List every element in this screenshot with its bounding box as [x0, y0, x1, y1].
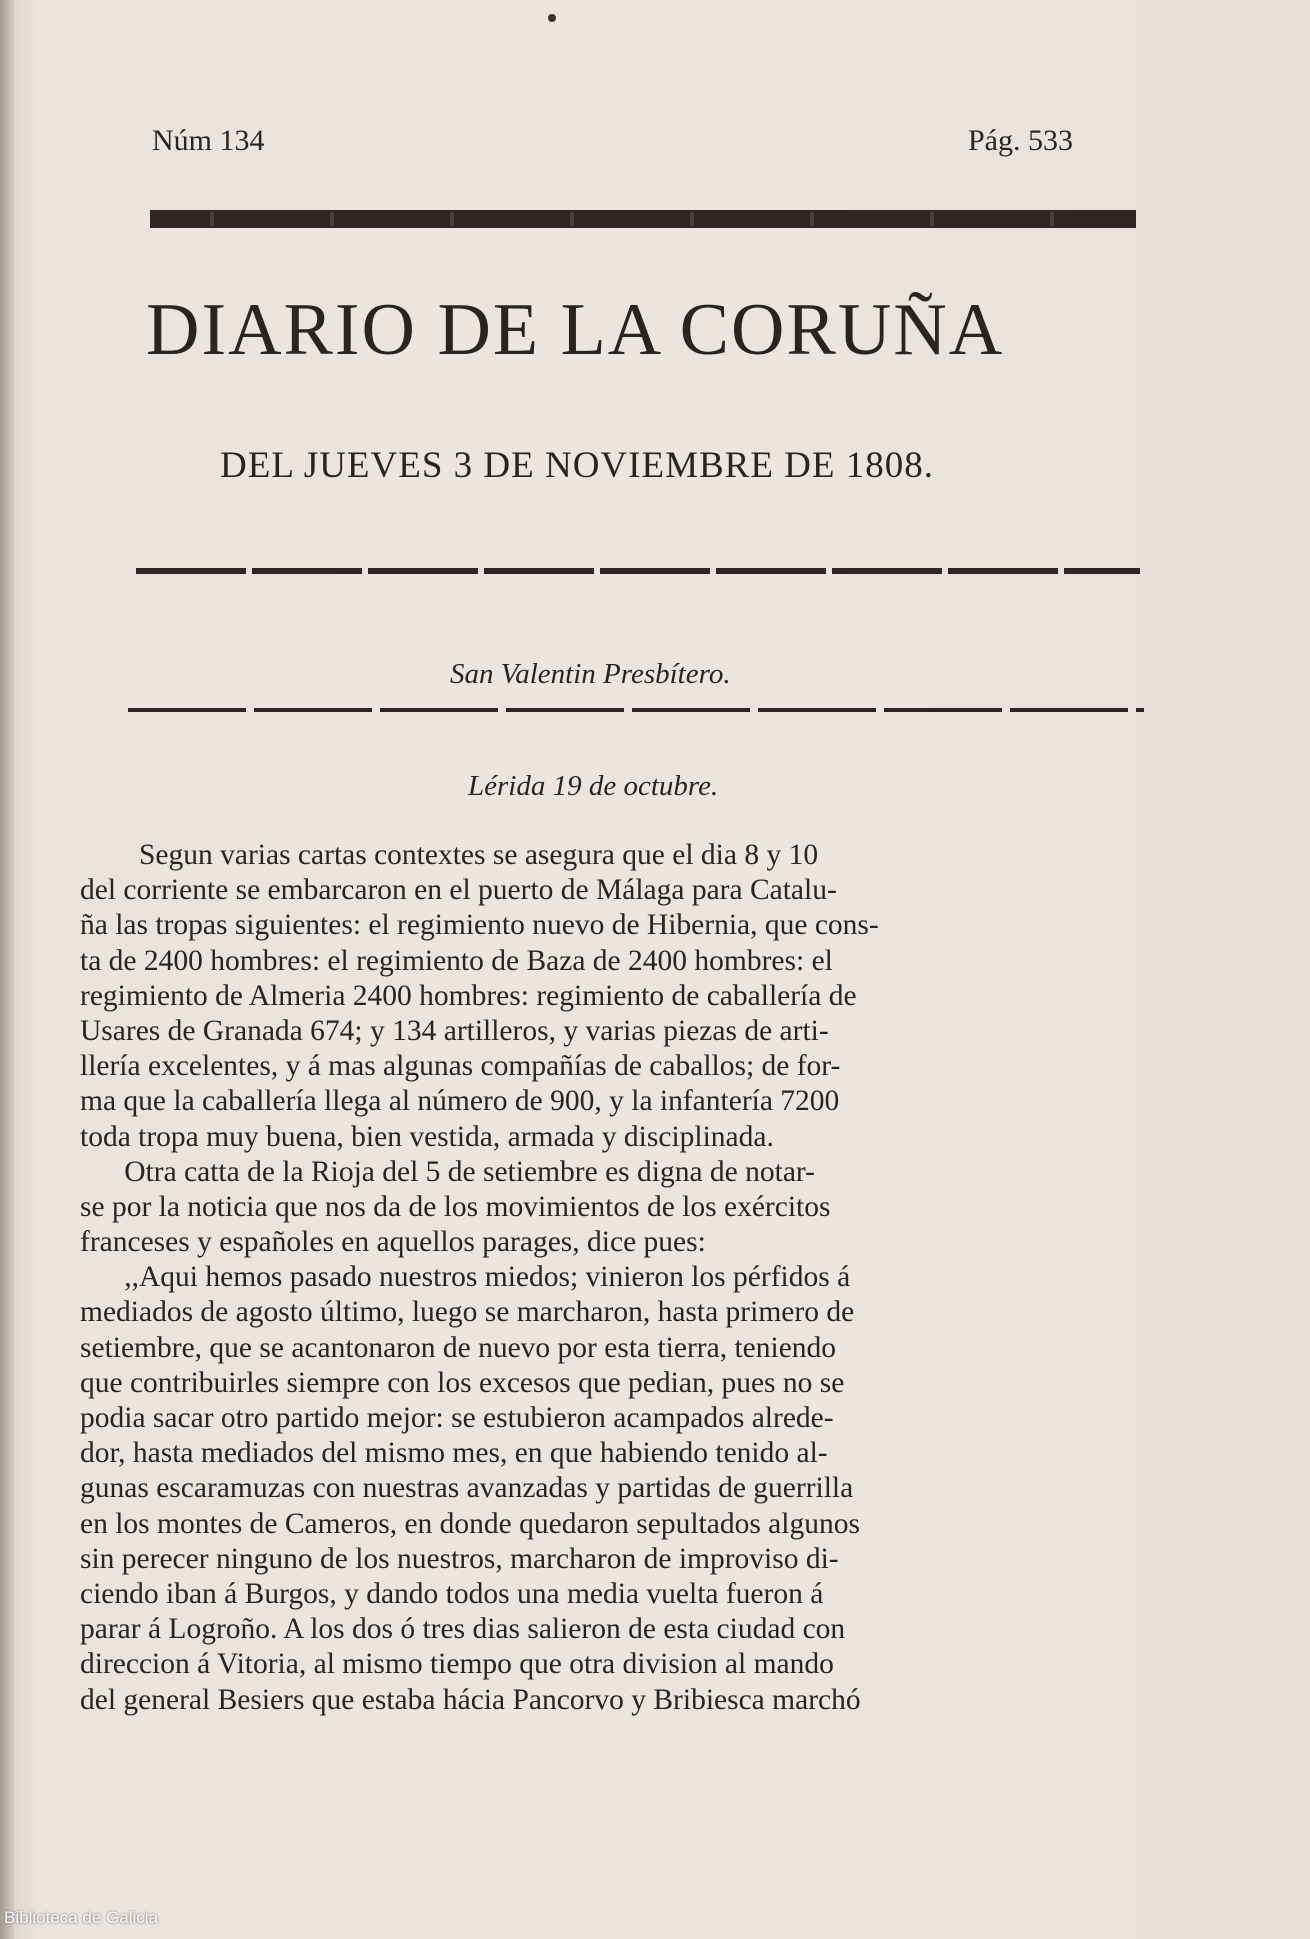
- article-line: sin perecer ninguno de los nuestros, marcharon de improviso di-: [80, 1542, 839, 1575]
- issue-number: Núm 134: [152, 124, 265, 157]
- article-line: setiembre, que se acantonaron de nuevo por esta tierra, teniendo: [80, 1331, 837, 1364]
- article-line: dor, hasta mediados del mismo mes, en que habiendo tenido al-: [80, 1437, 828, 1470]
- article-line: ,,Aqui hemos pasado nuestros miedos; vinieron los pérfidos á: [80, 1261, 851, 1294]
- masthead-title: DIARIO DE LA CORUÑA: [146, 289, 1005, 371]
- book-spine: [0, 0, 14, 1939]
- article-line: ta de 2400 hombres: el regimiento de Baza de 2400 hombres: el: [80, 944, 833, 977]
- article-line: ma que la caballería llega al número de 900, y la infantería 7200: [80, 1085, 840, 1118]
- article-body: [80, 838, 1160, 1718]
- article-line: direccion á Vitoria, al mismo tiempo que otra division al mando: [80, 1648, 834, 1681]
- article-line: se por la noticia que nos da de los movimientos de los exércitos: [80, 1190, 831, 1223]
- article-line: mediados de agosto último, luego se marcharon, hasta primero de: [80, 1296, 855, 1329]
- ink-dot: [548, 14, 556, 22]
- article-line: parar á Logroño. A los dos ó tres dias salieron de esta ciudad con: [80, 1613, 846, 1646]
- decorative-rule-top: [150, 210, 1136, 228]
- article-line: franceses y españoles en aquellos parages, dice pues:: [80, 1226, 706, 1259]
- page-number: Pág. 533: [968, 124, 1073, 157]
- article-line: Otra catta de la Rioja del 5 de setiembre es digna de notar-: [80, 1155, 815, 1188]
- article-line: llería excelentes, y á mas algunas compañías de caballos; de for-: [80, 1050, 841, 1083]
- divider-rule: [136, 568, 1140, 574]
- article-line: Usares de Granada 674; y 134 artilleros, y varias piezas de arti-: [80, 1014, 829, 1047]
- dispatch-place-date: Lérida 19 de octubre.: [468, 770, 719, 802]
- article-line: ciendo iban á Burgos, y dando todos una media vuelta fueron á: [80, 1577, 824, 1610]
- article-line: ña las tropas siguientes: el regimiento nuevo de Hibernia, que cons-: [80, 909, 879, 942]
- library-watermark: Biblioteca de Galicia: [4, 1908, 159, 1927]
- article-line: toda tropa muy buena, bien vestida, armada y disciplinada.: [80, 1120, 774, 1153]
- divider-rule-small: [128, 708, 1144, 712]
- article-line: que contribuirles siempre con los excesos que pedian, pues no se: [80, 1366, 845, 1399]
- issue-dateline: DEL JUEVES 3 DE NOVIEMBRE DE 1808.: [220, 445, 935, 486]
- article-line: del general Besiers que estaba hácia Pancorvo y Bribiesca marchó: [80, 1683, 861, 1716]
- article-line: gunas escaramuzas con nuestras avanzadas y partidas de guerrilla: [80, 1472, 854, 1505]
- saint-of-day: San Valentin Presbítero.: [450, 658, 731, 690]
- article-line: regimiento de Almeria 2400 hombres: regimiento de caballería de: [80, 979, 857, 1012]
- article-line: Segun varias cartas contextes se asegura que el dia 8 y 10: [80, 839, 819, 871]
- article-line: en los montes de Cameros, en donde quedaron sepultados algunos: [80, 1507, 860, 1540]
- article-line: podia sacar otro partido mejor: se estubieron acampados alrede-: [80, 1402, 834, 1434]
- article-line: del corriente se embarcaron en el puerto de Málaga para Catalu-: [80, 874, 837, 907]
